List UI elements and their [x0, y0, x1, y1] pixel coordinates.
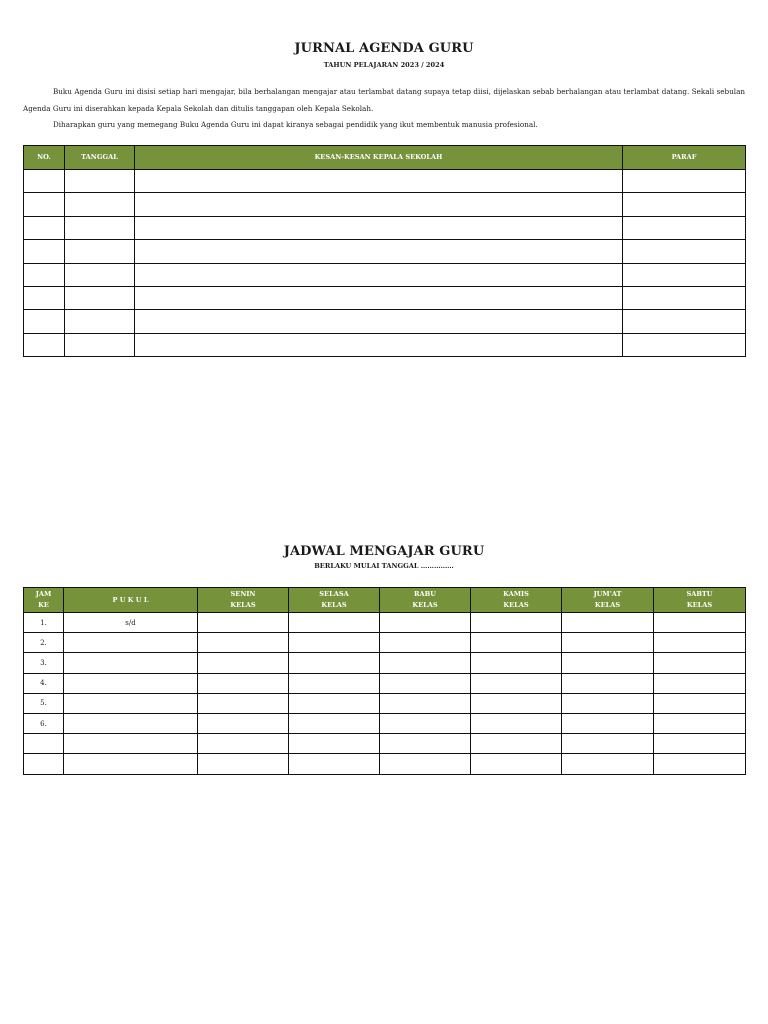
- cell-paraf[interactable]: [623, 310, 746, 333]
- cell-sabtu[interactable]: [654, 754, 746, 774]
- intro-paragraph-1: Buku Agenda Guru ini disisi setiap hari mengajar, bila berhalangan mengajar atau terlambat datang supaya tetap diisi, dijelaskan sebab berhalangan atau terlambat datang. Sekali sebulan Agenda Guru ini diserahkan kepada Kepala Sekolah dan ditulis tanggapan oleh Kepala Sekolah.: [23, 87, 745, 113]
- cell-no[interactable]: [24, 286, 65, 309]
- cell-jam[interactable]: 2.: [24, 633, 64, 653]
- cell-kamis[interactable]: [471, 653, 562, 673]
- cell-pukul[interactable]: [64, 653, 198, 673]
- cell-senin[interactable]: [198, 754, 289, 774]
- cell-paraf[interactable]: [623, 286, 746, 309]
- cell-senin[interactable]: [198, 633, 289, 653]
- day-label: JUM'AT: [593, 590, 622, 598]
- cell-no[interactable]: [24, 263, 65, 286]
- day-label: SELASA: [319, 590, 349, 598]
- schedule-header-row: [24, 588, 746, 613]
- table-row: [24, 310, 746, 333]
- cell-sabtu[interactable]: [654, 633, 746, 653]
- cell-jam[interactable]: 6.: [24, 713, 64, 733]
- cell-kesan[interactable]: [135, 216, 623, 239]
- cell-jumat[interactable]: [562, 613, 654, 633]
- journal-intro: [23, 84, 745, 134]
- cell-jam[interactable]: [24, 734, 64, 754]
- cell-kamis[interactable]: [471, 613, 562, 633]
- cell-sabtu[interactable]: [654, 734, 746, 754]
- cell-no[interactable]: [24, 170, 65, 193]
- table-row: [24, 734, 746, 754]
- cell-kamis[interactable]: [471, 673, 562, 693]
- cell-kesan[interactable]: [135, 263, 623, 286]
- day-label: KAMIS: [503, 590, 529, 598]
- col-header-jumat: [562, 588, 654, 613]
- cell-rabu[interactable]: [380, 633, 471, 653]
- cell-no[interactable]: [24, 240, 65, 263]
- cell-paraf[interactable]: [623, 170, 746, 193]
- day-label: RABU: [414, 590, 436, 598]
- cell-senin[interactable]: [198, 673, 289, 693]
- cell-senin[interactable]: [198, 613, 289, 633]
- table-row: [24, 693, 746, 713]
- schedule-title: JADWAL MENGAJAR GURU: [283, 544, 485, 559]
- cell-kamis[interactable]: [471, 734, 562, 754]
- cell-kesan[interactable]: [135, 310, 623, 333]
- cell-pukul[interactable]: [64, 633, 198, 653]
- col-header-selasa: [289, 588, 380, 613]
- schedule-body: [24, 613, 746, 775]
- cell-jam[interactable]: 4.: [24, 673, 64, 693]
- table-row: [24, 193, 746, 216]
- cell-sabtu[interactable]: [654, 673, 746, 693]
- cell-jumat[interactable]: [562, 734, 654, 754]
- table-row: [24, 613, 746, 633]
- col-header-pukul: P U K U L: [64, 588, 198, 613]
- cell-tanggal[interactable]: [65, 193, 135, 216]
- cell-jumat[interactable]: [562, 653, 654, 673]
- cell-kesan[interactable]: [135, 193, 623, 216]
- cell-kamis[interactable]: [471, 754, 562, 774]
- cell-jumat[interactable]: [562, 673, 654, 693]
- cell-selasa[interactable]: [289, 754, 380, 774]
- cell-no[interactable]: [24, 333, 65, 356]
- schedule-table: [23, 587, 746, 775]
- kelas-label: KELAS: [594, 601, 621, 609]
- cell-selasa[interactable]: [289, 713, 380, 733]
- cell-selasa[interactable]: [289, 673, 380, 693]
- cell-kesan[interactable]: [135, 240, 623, 263]
- schedule-subtitle: BERLAKU MULAI TANGGAL ……………: [314, 562, 454, 570]
- cell-rabu[interactable]: [380, 653, 471, 673]
- table-row: [24, 333, 746, 356]
- table-row: [24, 754, 746, 774]
- journal-table: [23, 145, 746, 357]
- journal-title: JURNAL AGENDA GURU: [294, 41, 474, 56]
- cell-kamis[interactable]: [471, 633, 562, 653]
- day-label: SENIN: [230, 590, 256, 598]
- table-row: [24, 633, 746, 653]
- cell-sabtu[interactable]: [654, 613, 746, 633]
- cell-pukul[interactable]: [64, 673, 198, 693]
- cell-kesan[interactable]: [135, 170, 623, 193]
- col-header-kamis: [471, 588, 562, 613]
- cell-pukul[interactable]: s/d: [64, 613, 198, 633]
- cell-sabtu[interactable]: [654, 653, 746, 673]
- kelas-label: KELAS: [230, 601, 256, 609]
- table-row: [24, 216, 746, 239]
- col-header-no: NO.: [24, 146, 65, 170]
- cell-jam[interactable]: 3.: [24, 653, 64, 673]
- cell-rabu[interactable]: [380, 713, 471, 733]
- cell-tanggal[interactable]: [65, 263, 135, 286]
- cell-senin[interactable]: [198, 734, 289, 754]
- table-row: [24, 713, 746, 733]
- journal-subtitle: TAHUN PELAJARAN 2023 / 2024: [323, 61, 445, 69]
- cell-no[interactable]: [24, 216, 65, 239]
- col-header-tanggal: TANGGAL: [65, 146, 135, 170]
- cell-senin[interactable]: [198, 653, 289, 673]
- kelas-label: KELAS: [503, 601, 529, 609]
- cell-jumat[interactable]: [562, 633, 654, 653]
- cell-rabu[interactable]: [380, 734, 471, 754]
- cell-selasa[interactable]: [289, 633, 380, 653]
- kelas-label: KELAS: [321, 601, 347, 609]
- table-row: [24, 673, 746, 693]
- cell-pukul[interactable]: [64, 693, 198, 713]
- cell-jam[interactable]: 1.: [24, 613, 64, 633]
- col-header-rabu: [380, 588, 471, 613]
- kelas-label: KELAS: [686, 601, 713, 609]
- cell-kamis[interactable]: [471, 713, 562, 733]
- cell-jumat[interactable]: [562, 693, 654, 713]
- cell-rabu[interactable]: [380, 613, 471, 633]
- cell-tanggal[interactable]: [65, 333, 135, 356]
- cell-senin[interactable]: [198, 693, 289, 713]
- table-row: [24, 263, 746, 286]
- col-header-kesan: KESAN-KESAN KEPALA SEKOLAH: [135, 146, 623, 170]
- cell-paraf[interactable]: [623, 333, 746, 356]
- col-header-sabtu: [654, 588, 746, 613]
- cell-no[interactable]: [24, 193, 65, 216]
- kelas-label: KELAS: [412, 601, 438, 609]
- cell-rabu[interactable]: [380, 754, 471, 774]
- cell-selasa[interactable]: [289, 613, 380, 633]
- table-row: [24, 653, 746, 673]
- col-header-paraf: PARAF: [623, 146, 746, 170]
- cell-jumat[interactable]: [562, 754, 654, 774]
- cell-pukul[interactable]: [64, 713, 198, 733]
- cell-pukul[interactable]: [64, 754, 198, 774]
- cell-pukul[interactable]: [64, 734, 198, 754]
- cell-selasa[interactable]: [289, 734, 380, 754]
- cell-selasa[interactable]: [289, 653, 380, 673]
- cell-kesan[interactable]: [135, 286, 623, 309]
- day-label: SABTU: [686, 590, 713, 598]
- cell-selasa[interactable]: [289, 693, 380, 713]
- cell-no[interactable]: [24, 310, 65, 333]
- journal-body: [24, 170, 746, 357]
- cell-tanggal[interactable]: [65, 286, 135, 309]
- cell-tanggal[interactable]: [65, 216, 135, 239]
- intro-paragraph-2: Diharapkan guru yang memegang Buku Agenda Guru ini dapat kiranya sebagai pendidik yang ikut membentuk manusia profesional.: [53, 120, 538, 129]
- cell-jam[interactable]: [24, 754, 64, 774]
- cell-tanggal[interactable]: [65, 170, 135, 193]
- table-row: [24, 286, 746, 309]
- cell-jumat[interactable]: [562, 713, 654, 733]
- cell-rabu[interactable]: [380, 693, 471, 713]
- cell-rabu[interactable]: [380, 673, 471, 693]
- col-header-senin: [198, 588, 289, 613]
- journal-header-row: [24, 146, 746, 170]
- cell-tanggal[interactable]: [65, 310, 135, 333]
- cell-paraf[interactable]: [623, 193, 746, 216]
- cell-jam[interactable]: 5.: [24, 693, 64, 713]
- cell-paraf[interactable]: [623, 263, 746, 286]
- cell-senin[interactable]: [198, 713, 289, 733]
- cell-sabtu[interactable]: [654, 693, 746, 713]
- cell-paraf[interactable]: [623, 240, 746, 263]
- cell-sabtu[interactable]: [654, 713, 746, 733]
- table-row: [24, 170, 746, 193]
- cell-kamis[interactable]: [471, 693, 562, 713]
- col-header-jam: [24, 588, 64, 613]
- cell-tanggal[interactable]: [65, 240, 135, 263]
- jam-label: JAM: [35, 590, 52, 598]
- table-row: [24, 240, 746, 263]
- cell-kesan[interactable]: [135, 333, 623, 356]
- ke-label: KE: [38, 601, 49, 609]
- cell-paraf[interactable]: [623, 216, 746, 239]
